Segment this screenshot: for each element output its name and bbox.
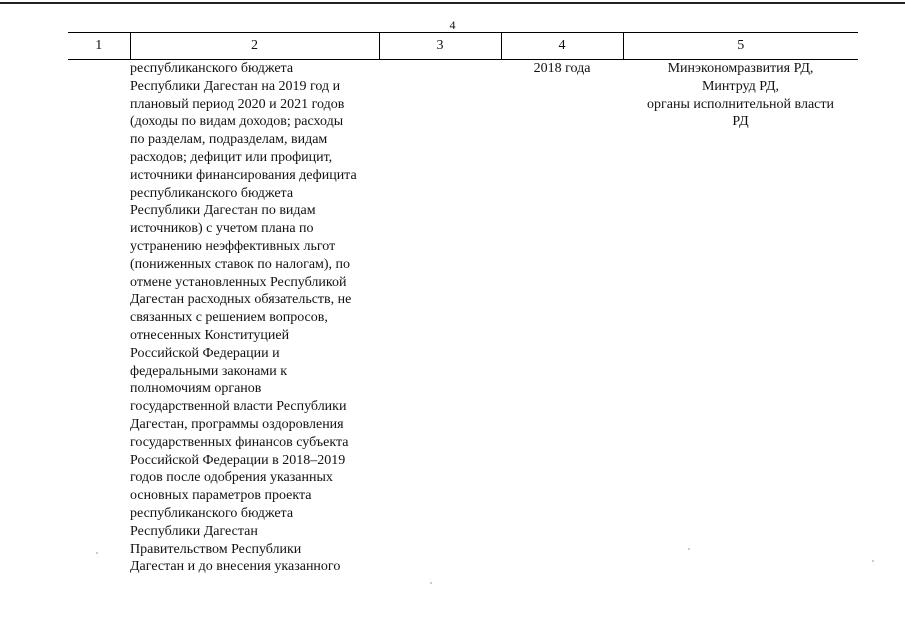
description-line: отмене установленных Республикой [130, 274, 347, 290]
column-header-3: 3 [379, 33, 501, 60]
responsible-line: Минэкономразвития РД, [667, 61, 814, 76]
cell-description [130, 60, 379, 577]
column-header-4: 4 [501, 33, 623, 60]
responsible-line: Минтруд РД, [701, 78, 780, 94]
description-line: расходов; дефицит или профицит, [130, 149, 333, 165]
description-line: Республики Дагестан по видам [130, 203, 316, 219]
description-line: Российской Федерации и [130, 345, 280, 361]
description-line: (доходы по видам доходов; расходы [130, 114, 344, 130]
description-line: отнесенных Конституцией [130, 327, 290, 343]
responsible-line: органы исполнительной власти [647, 96, 834, 112]
cell-col1 [68, 60, 130, 577]
table-header-row [68, 33, 858, 60]
description-line: республиканского бюджета [130, 61, 294, 76]
responsible-text [623, 60, 858, 131]
description-line: государственных финансов субъекта [130, 434, 349, 450]
document-table [68, 32, 858, 576]
description-line: Российской Федерации в 2018–2019 [130, 452, 346, 468]
scan-artifact [688, 548, 690, 550]
description-line: федеральными законами к [130, 363, 288, 379]
description-line: годов после одобрения указанных [130, 470, 333, 486]
description-line: государственной власти Республики [130, 399, 347, 415]
description-line: полномочиям органов [130, 381, 262, 397]
column-header-2: 2 [130, 33, 379, 60]
cell-col3 [379, 60, 501, 577]
description-line: Правительством Республики [130, 541, 302, 557]
description-line: Дагестан и до внесения указанного [130, 559, 341, 575]
responsible-line: РД [732, 114, 749, 130]
scan-artifact [430, 582, 432, 584]
description-line: источников) с учетом плана по [130, 221, 314, 237]
table-row [68, 60, 858, 577]
description-line: по разделам, подразделам, видам [130, 132, 328, 148]
description-line: Республики Дагестан на 2019 год и [130, 78, 341, 94]
scan-artifact [96, 552, 98, 554]
description-line: республиканского бюджета [130, 505, 294, 521]
cell-responsible [623, 60, 858, 577]
description-line: (пониженных ставок по налогам), по [130, 256, 351, 272]
description-line: Дагестан, программы оздоровления [130, 416, 344, 432]
description-text [130, 60, 379, 576]
description-line: Республики Дагестан [130, 523, 258, 539]
scan-artifact [872, 560, 874, 562]
page-number: 4 [449, 18, 456, 32]
description-line: плановый период 2020 и 2021 годов [130, 96, 345, 112]
description-line: устранению неэффективных льгот [130, 238, 336, 254]
top-border-line [0, 2, 905, 4]
description-line: источники финансирования дефицита [130, 167, 357, 183]
description-line: республиканского бюджета [130, 185, 294, 201]
column-header-1: 1 [68, 33, 130, 60]
column-header-5: 5 [623, 33, 858, 60]
description-line: связанных с решением вопросов, [130, 310, 328, 326]
description-line: основных параметров проекта [130, 488, 312, 504]
cell-deadline: 2018 года [533, 61, 591, 76]
description-line: Дагестан расходных обязательств, не [130, 292, 352, 308]
